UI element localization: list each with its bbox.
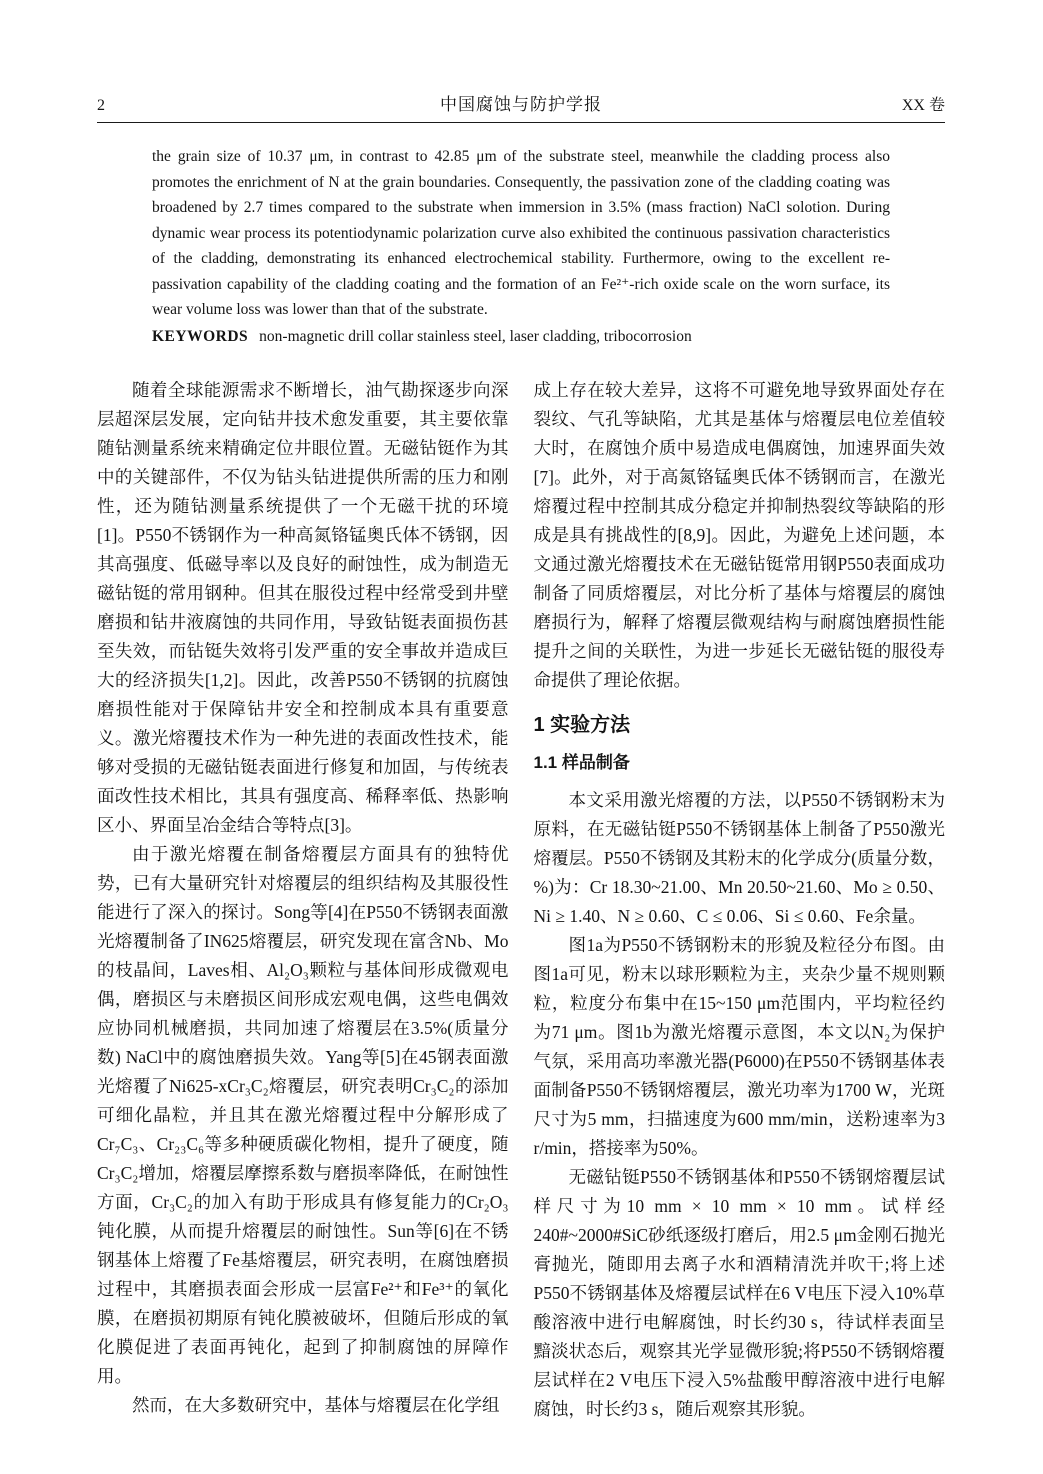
right-column <box>534 376 946 1424</box>
journal-title: 中国腐蚀与防护学报 <box>440 95 602 114</box>
abstract-section <box>152 144 890 349</box>
article-body <box>97 376 945 1424</box>
header-rule <box>97 122 945 123</box>
volume-label: XX 卷 <box>901 97 945 114</box>
keywords-label: KEYWORDS <box>152 327 249 345</box>
paragraph-literature-review: 由于激光熔覆在制备熔覆层方面具有的独特优势，已有大量研究针对熔覆层的组织结构及其服役性能进行了深入的探讨。Song等[4]在P550不锈钢表面激光熔覆制备了IN625熔覆层，研究发现在富含Nb、Mo的枝晶间，Laves相、Al₂O₃颗粒与基体间形成微观电偶，磨损区与未磨损区间形成宏观电偶，这些电偶效应协同机械磨损，共同加速了熔覆层在3.5%(质量分数) NaCl中的腐蚀磨损失效。Yang等[5]在45钢表面激光熔覆了Ni625-xCr₃C₂熔覆层，研究表明Cr₃C₂的添加可细化晶粒，并且其在激光熔覆过程中分解形成了Cr₇C₃、Cr₂₃C₆等多种硬质碳化物相，提升了硬度，随Cr₃C₂增加，熔覆层摩擦系数与磨损率降低，在耐蚀性方面，Cr₃C₂的加入有助于形成具有修复能力的Cr₂O₃钝化膜，从而提升熔覆层的耐蚀性。Sun等[6]在不锈钢基体上熔覆了Fe基熔覆层，研究表明，在腐蚀磨损过程中，其磨损表面会形成一层富Fe²⁺和Fe³⁺的氧化膜，在磨损初期原有钝化膜被破坏，但随后形成的氧化膜促进了表面再钝化，起到了抑制腐蚀的屏障作用。 <box>97 844 509 1386</box>
paragraph-material-composition: 本文采用激光熔覆的方法，以P550不锈钢粉末为原料，在无磁钻铤P550不锈钢基体上制备了P550激光熔覆层。P550不锈钢及其粉末的化学成分(质量分数，%)为：Cr 18.30~21.00、Mn 20.50~21.60、Mo ≥ 0.50、Ni ≥ 1.40、N ≥ 0.60、C ≤ 0.06、Si ≤ 0.60、Fe余量。 <box>533 790 945 926</box>
keywords-line <box>152 324 890 350</box>
running-head <box>97 90 945 122</box>
page-number: 2 <box>97 97 105 114</box>
paragraph-cladding-parameters: 图1a为P550不锈钢粉末的形貌及粒径分布图。由图1a可见，粉末以球形颗粒为主，夹杂少量不规则颗粒，粒度分布集中在15~150 μm范围内，平均粒径约为71 μm。图1b为激光熔覆示意图，本文以N₂为保护气氛，采用高功率激光器(P6000)在P550不锈钢基体表面制备P550不锈钢熔覆层，激光功率为1700 W，光斑尺寸为5 mm，扫描速度为600 mm/min，送粉速率为3 r/min，搭接率为50%。 <box>533 935 945 1158</box>
paragraph-sample-treatment: 无磁钻铤P550不锈钢基体和P550不锈钢熔覆层试样尺寸为10 mm × 10 mm × 10 mm。试样经240#~2000#SiC砂纸逐级打磨后，用2.5 μm金刚石抛光膏抛光，随即用去离子水和酒精清洗并吹干;将上述P550不锈钢基体及熔覆层试样在6 V电压下浸入10%草酸溶液中进行电解腐蚀，时长约30 s，待试样表面呈黯淡状态后，观察其光学显微形貌;将P550不锈钢熔覆层试样在2 V电压下浸入5%盐酸甲醇溶液中进行电解腐蚀，时长约3 s，随后观察其形貌。 <box>533 1167 945 1419</box>
paragraph-continuation: 成上存在较大差异，这将不可避免地导致界面处存在裂纹、气孔等缺陷，尤其是基体与熔覆层电位差值较大时，在腐蚀介质中易造成电偶腐蚀，加速界面失效[7]。此外，对于高氮铬锰奥氏体不锈钢而言，在激光熔覆过程中控制其成分稳定并抑制热裂纹等缺陷的形成是具有挑战性的[8,9]。因此，为避免上述问题，本文通过激光熔覆技术在无磁钻铤常用钢P550表面成功制备了同质熔覆层，对比分析了基体与熔覆层的腐蚀磨损行为，解释了熔覆层微观结构与耐腐蚀磨损性能提升之间的关联性，为进一步延长无磁钻铤的服役寿命提供了理论依据。 <box>533 380 945 690</box>
paragraph-transition: 然而，在大多数研究中，基体与熔覆层在化学组 <box>132 1395 500 1415</box>
paragraph-intro: 随着全球能源需求不断增长，油气勘探逐步向深层超深层发展，定向钻井技术愈发重要，其主要依靠随钻测量系统来精确定位井眼位置。无磁钻铤作为其中的关键部件，不仅为钻头钻进提供所需的压力和刚性，还为随钻测量系统提供了一个无磁干扰的环境[1]。P550不锈钢作为一种高氮铬锰奥氏体不锈钢，因其高强度、低磁导率以及良好的耐蚀性，成为制造无磁钻铤的常用钢种。但其在服役过程中经常受到井壁磨损和钻井液腐蚀的共同作用，导致钻铤表面损伤甚至失效，而钻铤失效将引发严重的安全事故并造成巨大的经济损失[1,2]。因此，改善P550不锈钢的抗腐蚀磨损性能对于保障钻井安全和控制成本具有重要意义。激光熔覆技术作为一种先进的表面改性技术，能够对受损的无磁钻铤表面进行修复和加固，与传统表面改性技术相比，其具有强度高、稀释率低、热影响区小、界面呈冶金结合等特点[3]。 <box>97 380 509 835</box>
keywords-text: non-magnetic drill collar stainless steel, laser cladding, tribocorrosion <box>259 327 692 345</box>
abstract-text: the grain size of 10.37 μm, in contrast to 42.85 μm of the substrate steel, meanwhile the cladding process also promotes the enrichment of N at the grain boundaries. Consequently, the passivation zone of the cladding coating was broadened by 2.7 times compared to the substrate when immersion in 3.5% (mass fraction) NaCl solotion. During dynamic wear process its potentiodynamic polarization curve also exhibited the continuous passivation characteristics of the cladding, demonstrating its enhanced electrochemical stability. Furthermore, owing to the excellent re-passivation capability of the cladding coating and the formation of an Fe²⁺-rich oxide scale on the worn surface, its wear volume loss was lower than that of the substrate. <box>152 148 890 318</box>
section-heading-experimental-method: 1 实验方法 <box>533 714 631 736</box>
subsection-heading-sample-preparation: 1.1 样品制备 <box>533 753 630 772</box>
left-column <box>97 376 509 1424</box>
